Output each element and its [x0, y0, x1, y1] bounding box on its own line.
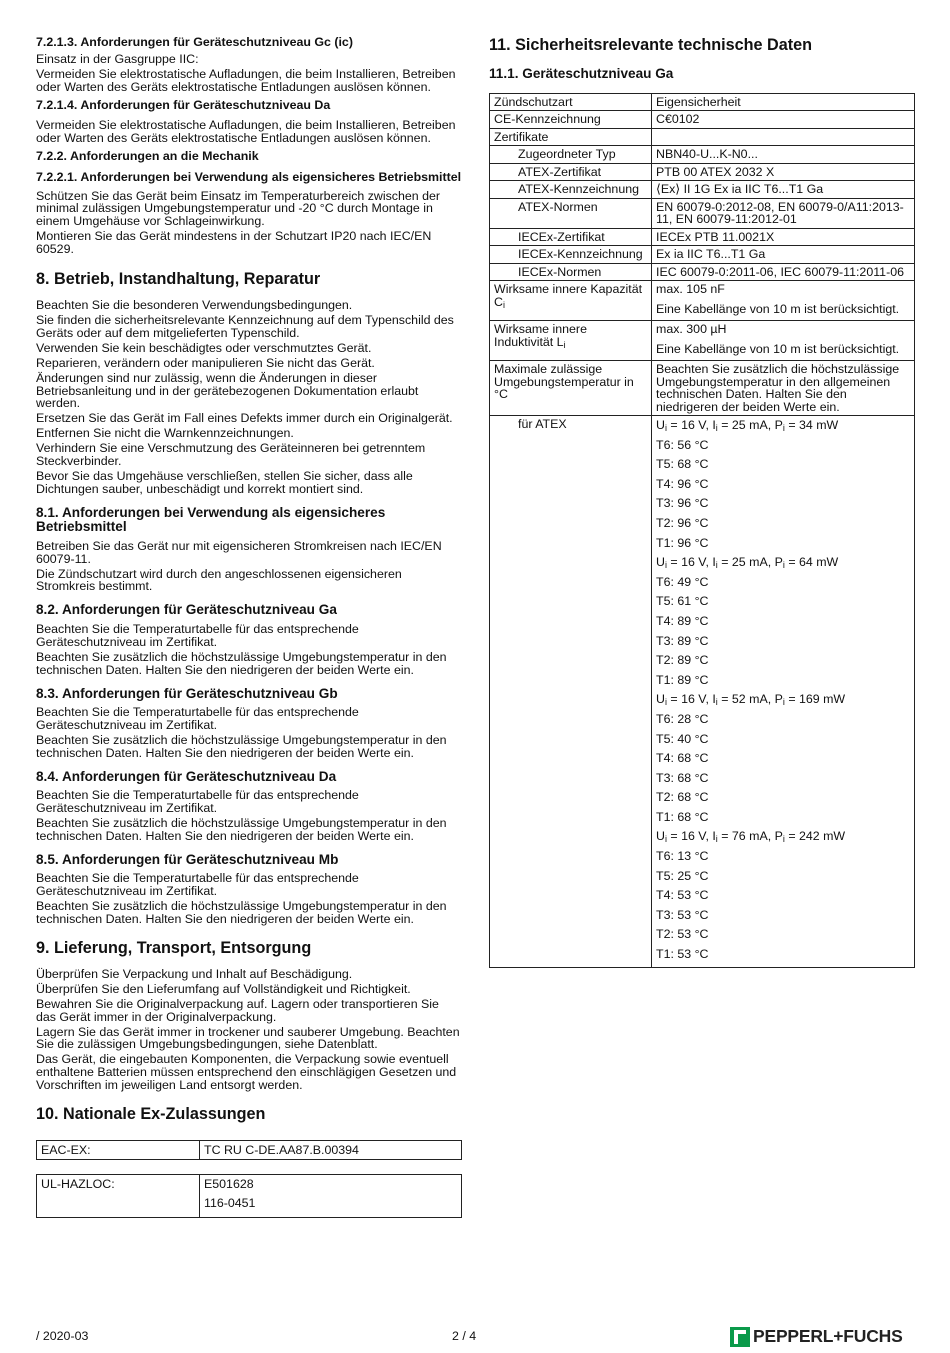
paragraph: Beachten Sie zusätzlich die höchstzulässige Umgebungstemperatur in den technischen Daten. Halten Sie den niedrigeren der beiden Werte ein.: [36, 815, 447, 843]
cell-label: für ATEX: [490, 416, 652, 968]
section-10-title: 10. Nationale Ex-Zulassungen: [36, 1105, 266, 1124]
paragraph: Beachten Sie die Temperaturtabelle für das entsprechende Geräteschutzniveau im Zertifikat.: [36, 871, 359, 899]
paragraph: Verwenden Sie kein beschädigtes oder verschmutztes Gerät.: [36, 340, 372, 355]
paragraph: Beachten Sie die Temperaturtabelle für das entsprechende Geräteschutzniveau im Zertifikat.: [36, 621, 359, 649]
paragraph: Lagern Sie das Gerät immer in trockener und sauberer Umgebung. Beachten Sie die zulässigen Umgebungsbedingungen, siehe Datenblatt.: [36, 1024, 460, 1052]
ul-values: [200, 1175, 462, 1218]
paragraph: Überprüfen Sie den Lieferumfang auf Vollständigkeit und Richtigkeit.: [36, 981, 411, 996]
footer-page-number: 2 / 4: [452, 1329, 477, 1343]
temperature-class-line: T3: 68 °C: [656, 770, 709, 785]
table-row: [490, 246, 915, 264]
safety-data-table: [489, 93, 915, 968]
cell-value: Beachten Sie zusätzlich die höchstzulässige Umgebungstemperatur in den allgemeinen technischen Daten. Halten Sie den niedrigeren der beiden Werte ein.: [652, 361, 915, 416]
paragraph: Beachten Sie die Temperaturtabelle für das entsprechende Geräteschutzniveau im Zertifikat.: [36, 705, 359, 732]
table-row: [490, 128, 915, 146]
cell-label: IECEx-Zertifikat: [490, 228, 652, 246]
paragraph: Beachten Sie die Temperaturtabelle für das entsprechende Geräteschutzniveau im Zertifikat.: [36, 788, 359, 816]
section-11-1-title: 11.1. Geräteschutzniveau Ga: [489, 66, 674, 81]
electrical-value: 34 mW: [799, 418, 839, 432]
section-7-2-1-3-title: 7.2.1.3. Anforderungen für Geräteschutzniveau Gc (ic): [36, 35, 353, 49]
section-8-4-title: 8.4. Anforderungen für Geräteschutzniveau Da: [36, 768, 337, 784]
electrical-values-line: $U_i = 16$ V, $I_i = 52$ mA, $P_i = 169$ mW: [656, 692, 846, 708]
cell-label: IECEx-Kennzeichnung: [490, 246, 652, 264]
cell-value: NBN40-U...K-N0...: [652, 146, 915, 164]
subscript: i: [502, 299, 505, 310]
paragraph: Betreiben Sie das Gerät nur mit eigensicheren Stromkreisen nach IEC/EN 60079-11.: [36, 538, 442, 566]
cell-label: [490, 281, 652, 321]
temperature-class-line: T1: 68 °C: [656, 809, 709, 824]
ul-value: E501628: [204, 1177, 254, 1192]
capacity-label: Wirksame innere Kapazität C: [494, 282, 643, 309]
paragraph: Reparieren, verändern oder manipulieren Sie nicht das Gerät.: [36, 355, 375, 370]
cell-value: [652, 128, 915, 146]
table-row: [490, 93, 915, 111]
electrical-value: 25 mA: [731, 555, 768, 570]
cell-label: [490, 321, 652, 361]
table-row: [490, 321, 915, 361]
temperature-class-line: T6: 49 °C: [656, 574, 709, 589]
temperature-class-line: T5: 40 °C: [656, 731, 709, 746]
temperature-class-line: T1: 53 °C: [656, 947, 709, 962]
paragraph: Das Gerät, die eingebauten Komponenten, die Verpackung sowie eventuell enthaltene Batterien müssen entsprechend den einschlägigen Gesetzen und Vorschriften im jeweiligen Land entsorgt werden.: [36, 1052, 457, 1093]
paragraph: Vermeiden Sie elektrostatische Aufladungen, die beim Installieren, Betreiben oder Warten des Geräts elektrostatische Entladungen auslösen können.: [36, 66, 456, 94]
table-row: [490, 163, 915, 181]
cell-value: Ex ia IIC T6...T1 Ga: [652, 246, 915, 264]
paragraph: Montieren Sie das Gerät mindestens in der Schutzart IP20 nach IEC/EN 60529.: [36, 229, 432, 257]
paragraph: Bewahren Sie die Originalverpackung auf. Lagern oder transportieren Sie das Gerät immer in der Originalverpackung.: [36, 996, 439, 1024]
cell-label: Maximale zulässige Umgebungstemperatur in °C: [490, 361, 652, 416]
ul-table: [36, 1174, 462, 1218]
company-logo: [730, 1326, 903, 1347]
paragraph: Beachten Sie zusätzlich die höchstzulässige Umgebungstemperatur in den technischen Daten. Halten Sie den niedrigeren der beiden Werte ein.: [36, 732, 447, 760]
cell-value: C€0102: [652, 111, 915, 129]
ul-label: UL-HAZLOC:: [37, 1175, 200, 1218]
eac-label: EAC-EX:: [37, 1141, 200, 1160]
paragraph: Bevor Sie das Umgehäuse verschließen, stellen Sie sicher, dass alle Dichtungen sauber, unbeschädigt und korrekt montiert sind.: [36, 468, 413, 496]
eac-table: [36, 1140, 462, 1160]
paragraph: Entfernen Sie nicht die Warnkennzeichnungen.: [36, 426, 294, 441]
electrical-values-line: $U_i = 16$ V, $I_i = 25$ mA, $P_i = 64$ mW: [656, 555, 839, 571]
electrical-value: 16 V: [681, 555, 706, 570]
paragraph: Beachten Sie zusätzlich die höchstzulässige Umgebungstemperatur in den technischen Daten. Halten Sie den niedrigeren der beiden Werte ein.: [36, 649, 447, 677]
section-8-title: 8. Betrieb, Instandhaltung, Reparatur: [36, 270, 321, 289]
paragraph: Einsatz in der Gasgruppe IIC:: [36, 52, 199, 66]
eac-value: TC RU C-DE.AA87.B.00394: [200, 1141, 462, 1160]
paragraph: Schützen Sie das Gerät beim Einsatz im Temperaturbereich zwischen der minimal zulässigen Umgebungstemperatur und -20 °C durch Montage in einem Umgehäuse vor Schlageinwirkung.: [36, 188, 441, 229]
section-8-2-title: 8.2. Anforderungen für Geräteschutzniveau Ga: [36, 602, 337, 618]
paragraph: Änderungen sind nur zulässig, wenn die Änderungen in dieser Betriebsanleitung und in der gerätebezogenen Dokumentation erlaubt werden.: [36, 370, 419, 411]
electrical-value: 52 mA: [731, 692, 768, 707]
table-row: [37, 1141, 462, 1160]
section-8-5-title: 8.5. Anforderungen für Geräteschutzniveau Mb: [36, 851, 339, 867]
section-11-title: 11. Sicherheitsrelevante technische Daten: [489, 36, 812, 54]
temperature-class-line: T1: 89 °C: [656, 672, 709, 687]
temperature-class-line: T6: 13 °C: [656, 849, 709, 864]
temperature-class-line: T3: 89 °C: [656, 633, 709, 648]
section-7-2-2-1-title: 7.2.2.1. Anforderungen bei Verwendung als eigensicheres Betriebsmittel: [36, 169, 462, 184]
table-row: [490, 111, 915, 129]
temperature-class-line: T2: 89 °C: [656, 653, 709, 668]
temperature-class-line: T4: 89 °C: [656, 613, 709, 628]
cell-value: IEC 60079-0:2011-06, IEC 60079-11:2011-06: [652, 263, 915, 281]
cell-label: ATEX-Zertifikat: [490, 163, 652, 181]
table-row: [490, 181, 915, 199]
logo-text: PEPPERL+FUCHS: [753, 1326, 903, 1346]
temperature-class-line: T2: 68 °C: [656, 790, 709, 805]
footer-date: / 2020-03: [36, 1329, 89, 1343]
cell-label: Zertifikate: [490, 128, 652, 146]
section-7-2-1-4-title: 7.2.1.4. Anforderungen für Geräteschutzniveau Da: [36, 97, 331, 112]
cell-value: PTB 00 ATEX 2032 X: [652, 163, 915, 181]
paragraph: Sie finden die sicherheitsrelevante Kennzeichnung auf dem Typenschild des Geräts oder auf dem mitgelieferten Typenschild.: [36, 312, 454, 340]
ul-value: 116-0451: [204, 1196, 256, 1211]
logo-icon: [730, 1327, 750, 1347]
electrical-value: 169 mW: [799, 692, 846, 707]
cell-value: EN 60079-0:2012-08, EN 60079-0/A11:2013-11, EN 60079-11:2012-01: [652, 198, 915, 228]
table-row: [37, 1175, 462, 1218]
cell-value: [652, 321, 915, 361]
electrical-value: 16 V: [681, 418, 706, 432]
cell-value: [652, 281, 915, 321]
cell-value: IECEx PTB 11.0021X: [652, 228, 915, 246]
inductivity-label: Wirksame innere Induktivität L: [494, 322, 587, 349]
right-column: [489, 36, 915, 968]
temperature-class-line: T3: 96 °C: [656, 496, 709, 511]
capacity-value: max. 105 nF: [656, 282, 725, 296]
electrical-value: 242 mW: [799, 829, 846, 844]
cell-label: IECEx-Normen: [490, 263, 652, 281]
temperature-class-line: T5: 25 °C: [656, 868, 709, 883]
temperature-class-line: T5: 61 °C: [656, 594, 709, 609]
capacity-note: Eine Kabellänge von 10 m ist berücksichtigt.: [656, 301, 900, 316]
section-7-2-2-title: 7.2.2. Anforderungen an die Mechanik: [36, 148, 259, 163]
paragraph: Verhindern Sie eine Verschmutzung des Geräteinneren bei getrenntem Steckverbinder.: [36, 441, 426, 469]
table-row: [490, 146, 915, 164]
electrical-value: 16 V: [681, 692, 706, 707]
temperature-class-line: T2: 53 °C: [656, 927, 709, 942]
left-column: [36, 36, 462, 1218]
cell-label: Zugeordneter Typ: [490, 146, 652, 164]
temperature-class-line: T4: 68 °C: [656, 751, 709, 766]
section-8-3-title: 8.3. Anforderungen für Geräteschutzniveau Gb: [36, 685, 338, 701]
paragraph: Ersetzen Sie das Gerät im Fall eines Defekts immer durch ein Originalgerät.: [36, 411, 453, 426]
table-row: [490, 198, 915, 228]
inductivity-value: max. 300 µH: [656, 322, 727, 336]
table-row: [490, 228, 915, 246]
electrical-values-line: $U_i = 16$ V, $I_i = 76$ mA, $P_i = 242$ mW: [656, 829, 846, 845]
temperature-class-line: T6: 56 °C: [656, 437, 709, 452]
cell-label: CE-Kennzeichnung: [490, 111, 652, 129]
table-row: [490, 416, 915, 968]
paragraph: Die Zündschutzart wird durch den angeschlossenen eigensicheren Stromkreis bestimmt.: [36, 566, 402, 594]
section-9-title: 9. Lieferung, Transport, Entsorgung: [36, 938, 312, 957]
temperature-class-line: T4: 96 °C: [656, 476, 709, 491]
electrical-value: 25 mA: [731, 418, 768, 432]
paragraph: Vermeiden Sie elektrostatische Aufladungen, die beim Installieren, Betreiben oder Warten des Geräts elektrostatische Entladungen auslösen können.: [36, 117, 456, 145]
subscript: i: [563, 339, 566, 350]
paragraph: Beachten Sie die besonderen Verwendungsbedingungen.: [36, 298, 353, 313]
electrical-value: 64 mW: [799, 555, 839, 570]
temperature-class-line: T2: 96 °C: [656, 515, 709, 530]
cell-value: Eigensicherheit: [652, 93, 915, 111]
temperature-class-line: T3: 53 °C: [656, 907, 709, 922]
paragraph: Überprüfen Sie Verpackung und Inhalt auf Beschädigung.: [36, 966, 353, 981]
temperature-class-line: T4: 53 °C: [656, 888, 709, 903]
electrical-value: 76 mA: [731, 829, 768, 844]
cell-label: Zündschutzart: [490, 93, 652, 111]
table-row: [490, 263, 915, 281]
atex-temperature-list: [652, 416, 915, 968]
electrical-value: 16 V: [681, 829, 706, 844]
temperature-class-line: T6: 28 °C: [656, 711, 709, 726]
temperature-class-line: T1: 96 °C: [656, 535, 709, 550]
cell-label: ATEX-Kennzeichnung: [490, 181, 652, 199]
table-row: [490, 361, 915, 416]
paragraph: Beachten Sie zusätzlich die höchstzulässige Umgebungstemperatur in den technischen Daten. Halten Sie den niedrigeren der beiden Werte ein.: [36, 899, 447, 926]
section-8-1-title: 8.1. Anforderungen bei Verwendung als eigensicheres Betriebsmittel: [36, 504, 386, 535]
cell-value: ⟨Ex⟩ II 1G Ex ia IIC T6...T1 Ga: [652, 181, 915, 199]
cell-label: ATEX-Normen: [490, 198, 652, 228]
inductivity-note: Eine Kabellänge von 10 m ist berücksichtigt.: [656, 341, 900, 356]
electrical-values-line: $U_i = 16$ V, $I_i = 25$ mA, $P_i = 34$ mW: [656, 418, 839, 433]
temperature-class-line: T5: 68 °C: [656, 457, 709, 472]
table-row: [490, 281, 915, 321]
